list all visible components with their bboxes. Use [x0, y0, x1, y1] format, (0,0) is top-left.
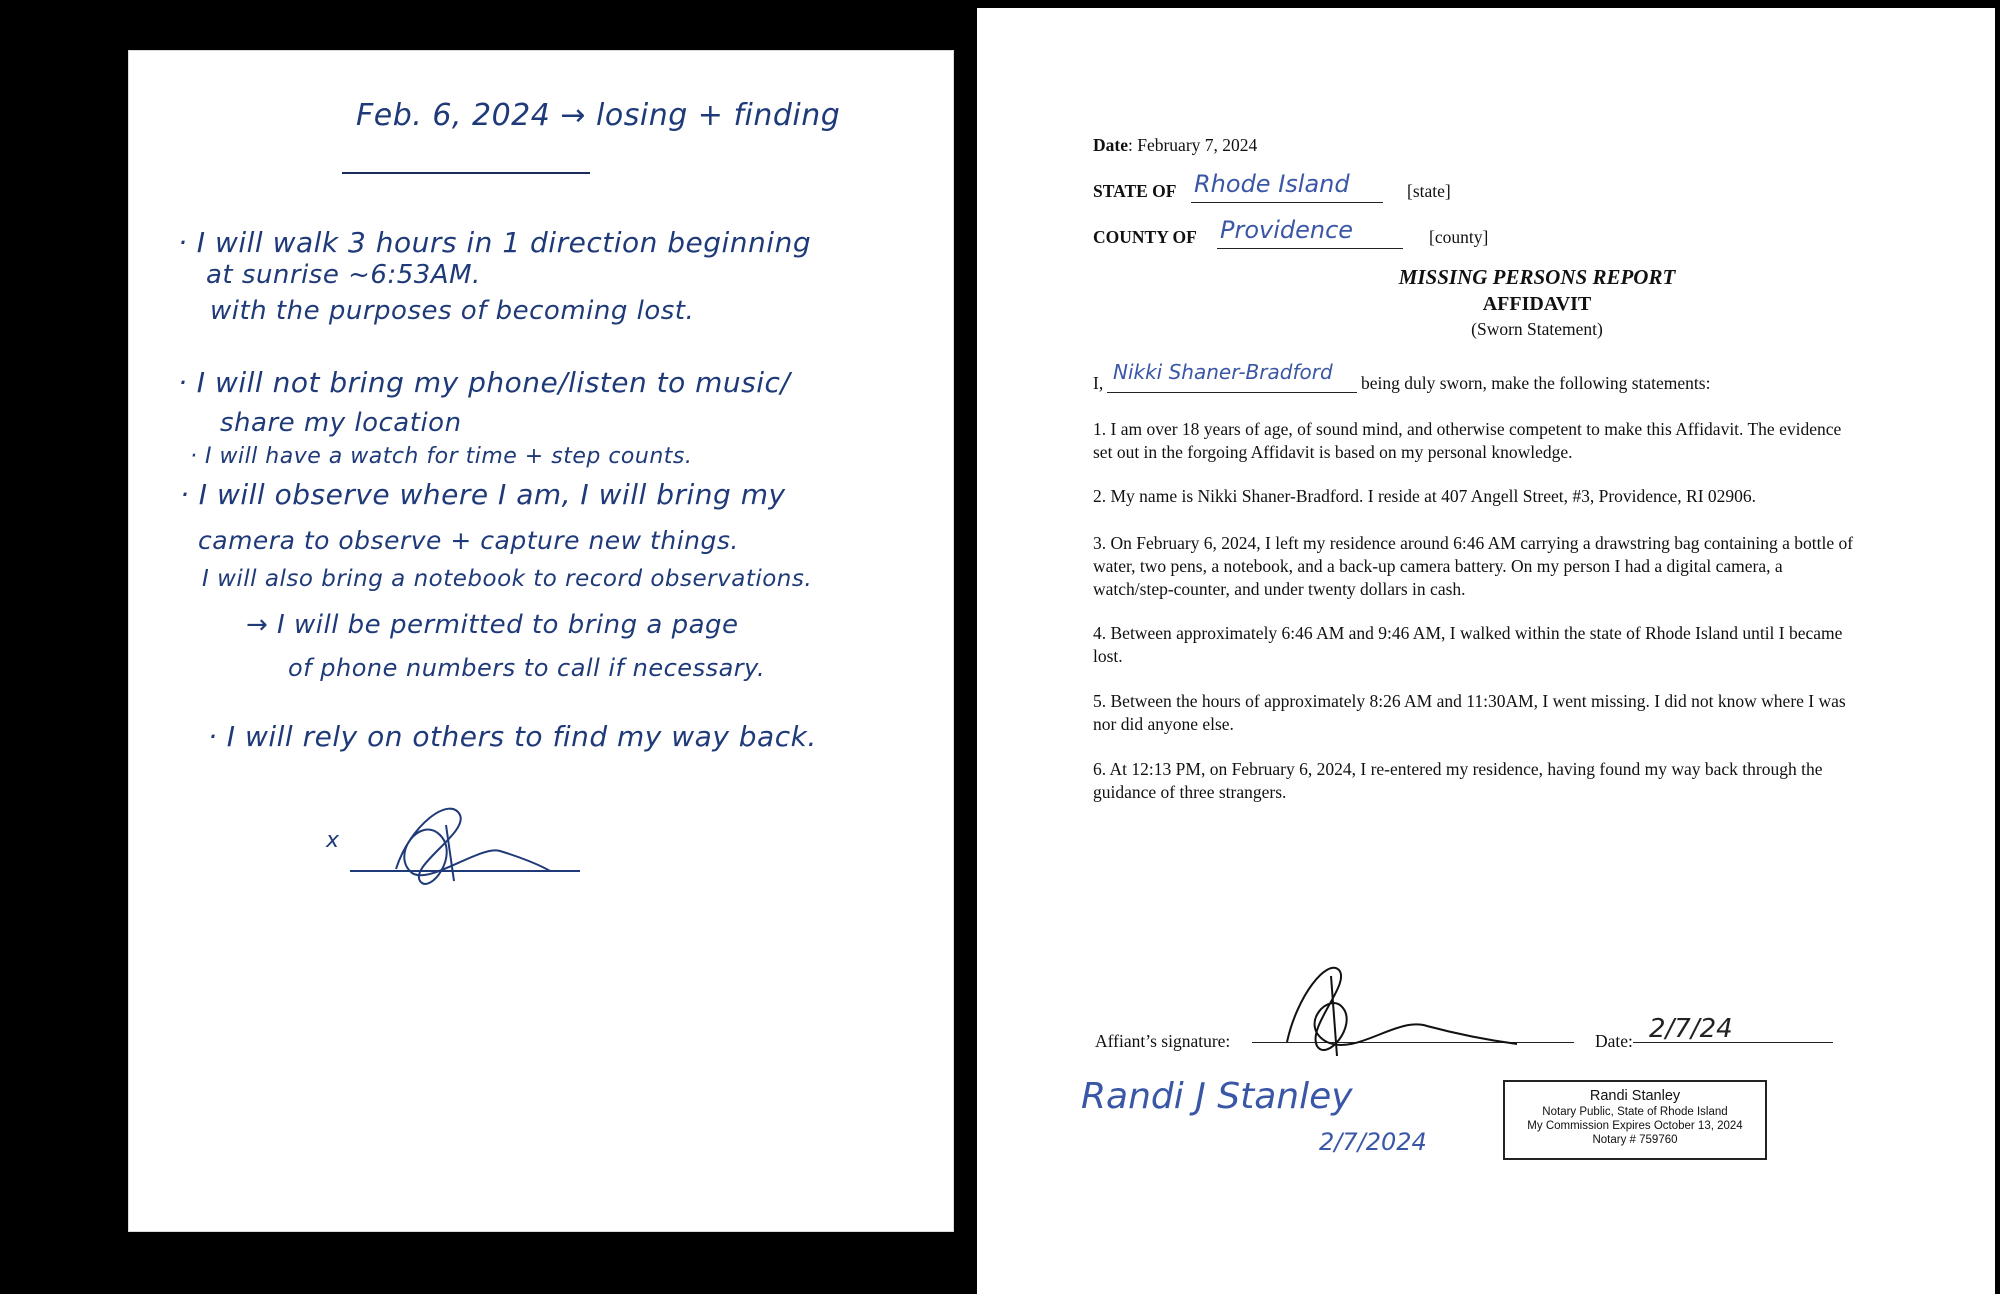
notes-line-7: · I will observe where I am, I will bring my [180, 478, 786, 511]
intro-handwritten-name: Nikki Shaner-Bradford [1113, 360, 1333, 384]
paragraph-6: 6. At 12:13 PM, on February 6, 2024, I re-entered my residence, having found my way back through the guidance of three strangers. [1093, 759, 1823, 802]
paragraph-5: 5. Between the hours of approximately 8:26 AM and 11:30AM, I went missing. I did not know where I was nor did anyone else. [1093, 691, 1846, 734]
date-value: : February 7, 2024 [1127, 135, 1258, 155]
notes-line-4: · I will not bring my phone/listen to music/ [178, 366, 791, 399]
county-row [1093, 226, 1197, 249]
county-suffix: [county] [1429, 227, 1489, 247]
state-blank-line [1191, 202, 1383, 203]
stamp-line-3: My Commission Expires October 13, 2024 [1527, 1120, 1743, 1132]
intro-prefix: I, [1093, 373, 1104, 393]
notes-line-12: · I will rely on others to find my way back. [208, 720, 817, 753]
stamp-line-2: Notary Public, State of Rhode Island [1542, 1106, 1728, 1118]
intro-suffix: being duly sworn, make the following statements: [1361, 373, 1711, 393]
notes-line-3: with the purposes of becoming lost. [210, 296, 695, 326]
notes-line-2: at sunrise ~6:53AM. [206, 260, 481, 290]
notes-line-6: · I will have a watch for time + step counts. [190, 444, 693, 469]
notes-line-5: share my location [220, 408, 462, 438]
affiant-signature-label: Affiant’s signature: [1095, 1031, 1231, 1051]
notary-handwritten-name: Randi J Stanley [1081, 1076, 1353, 1117]
paragraph-2: 2. My name is Nikki Shaner-Bradford. I reside at 407 Angell Street, #3, Providence, RI 02906. [1093, 486, 1757, 506]
notes-line-8: camera to observe + capture new things. [198, 526, 739, 555]
affidavit-date [1093, 134, 1257, 157]
sig-date-label: Date: [1595, 1031, 1633, 1051]
notary-stamp [1503, 1080, 1767, 1160]
stamp-name: Randi Stanley [1589, 1088, 1681, 1104]
signature-x-mark: x [326, 828, 340, 853]
paragraph-3: 3. On February 6, 2024, I left my residence around 6:46 AM carrying a drawstring bag containing a bottle of water, two pens, a notebook, and a back-up camera battery. On my person I had a digital camera, a watch/step-counter, and under twenty dollars in cash. [1093, 533, 1854, 599]
heading-underline [342, 172, 590, 174]
county-handwritten: Providence [1220, 216, 1354, 244]
notes-signature [350, 785, 670, 895]
paragraph-4: 4. Between approximately 6:46 AM and 9:46 AM, I walked within the state of Rhode Island until I became lost. [1093, 623, 1843, 666]
report-title: MISSING PERSONS REPORT [1398, 265, 1676, 289]
notary-handwritten-date: 2/7/2024 [1319, 1128, 1427, 1156]
handwritten-notes-page [128, 50, 954, 1232]
notes-heading: Feb. 6, 2024 → losing + finding [356, 98, 841, 133]
notes-line-11: of phone numbers to call if necessary. [288, 654, 766, 682]
state-suffix: [state] [1407, 181, 1451, 201]
state-handwritten: Rhode Island [1194, 170, 1350, 198]
state-row [1093, 180, 1176, 203]
paragraph-1: 1. I am over 18 years of age, of sound mind, and otherwise competent to make this Affidavit. The evidence set out in the forgoing Affidavit is based on my personal knowledge. [1093, 419, 1842, 462]
stamp-line-4: Notary # 759760 [1592, 1134, 1678, 1146]
state-label: STATE OF [1093, 181, 1177, 201]
notes-line-9: I will also bring a notebook to record observations. [202, 566, 813, 592]
date-label: Date [1093, 135, 1128, 155]
intro-blank-line [1107, 392, 1357, 393]
report-subsubtitle: (Sworn Statement) [1471, 319, 1603, 339]
report-subtitle: AFFIDAVIT [1482, 293, 1592, 315]
sig-date-handwritten: 2/7/24 [1649, 1014, 1733, 1044]
notes-line-10: → I will be permitted to bring a page [246, 610, 739, 640]
county-label: COUNTY OF [1093, 227, 1197, 247]
notes-line-1: · I will walk 3 hours in 1 direction beginning [178, 226, 812, 259]
county-blank-line [1217, 248, 1403, 249]
affidavit-page [977, 8, 1995, 1294]
affiant-signature [1257, 956, 1557, 1066]
